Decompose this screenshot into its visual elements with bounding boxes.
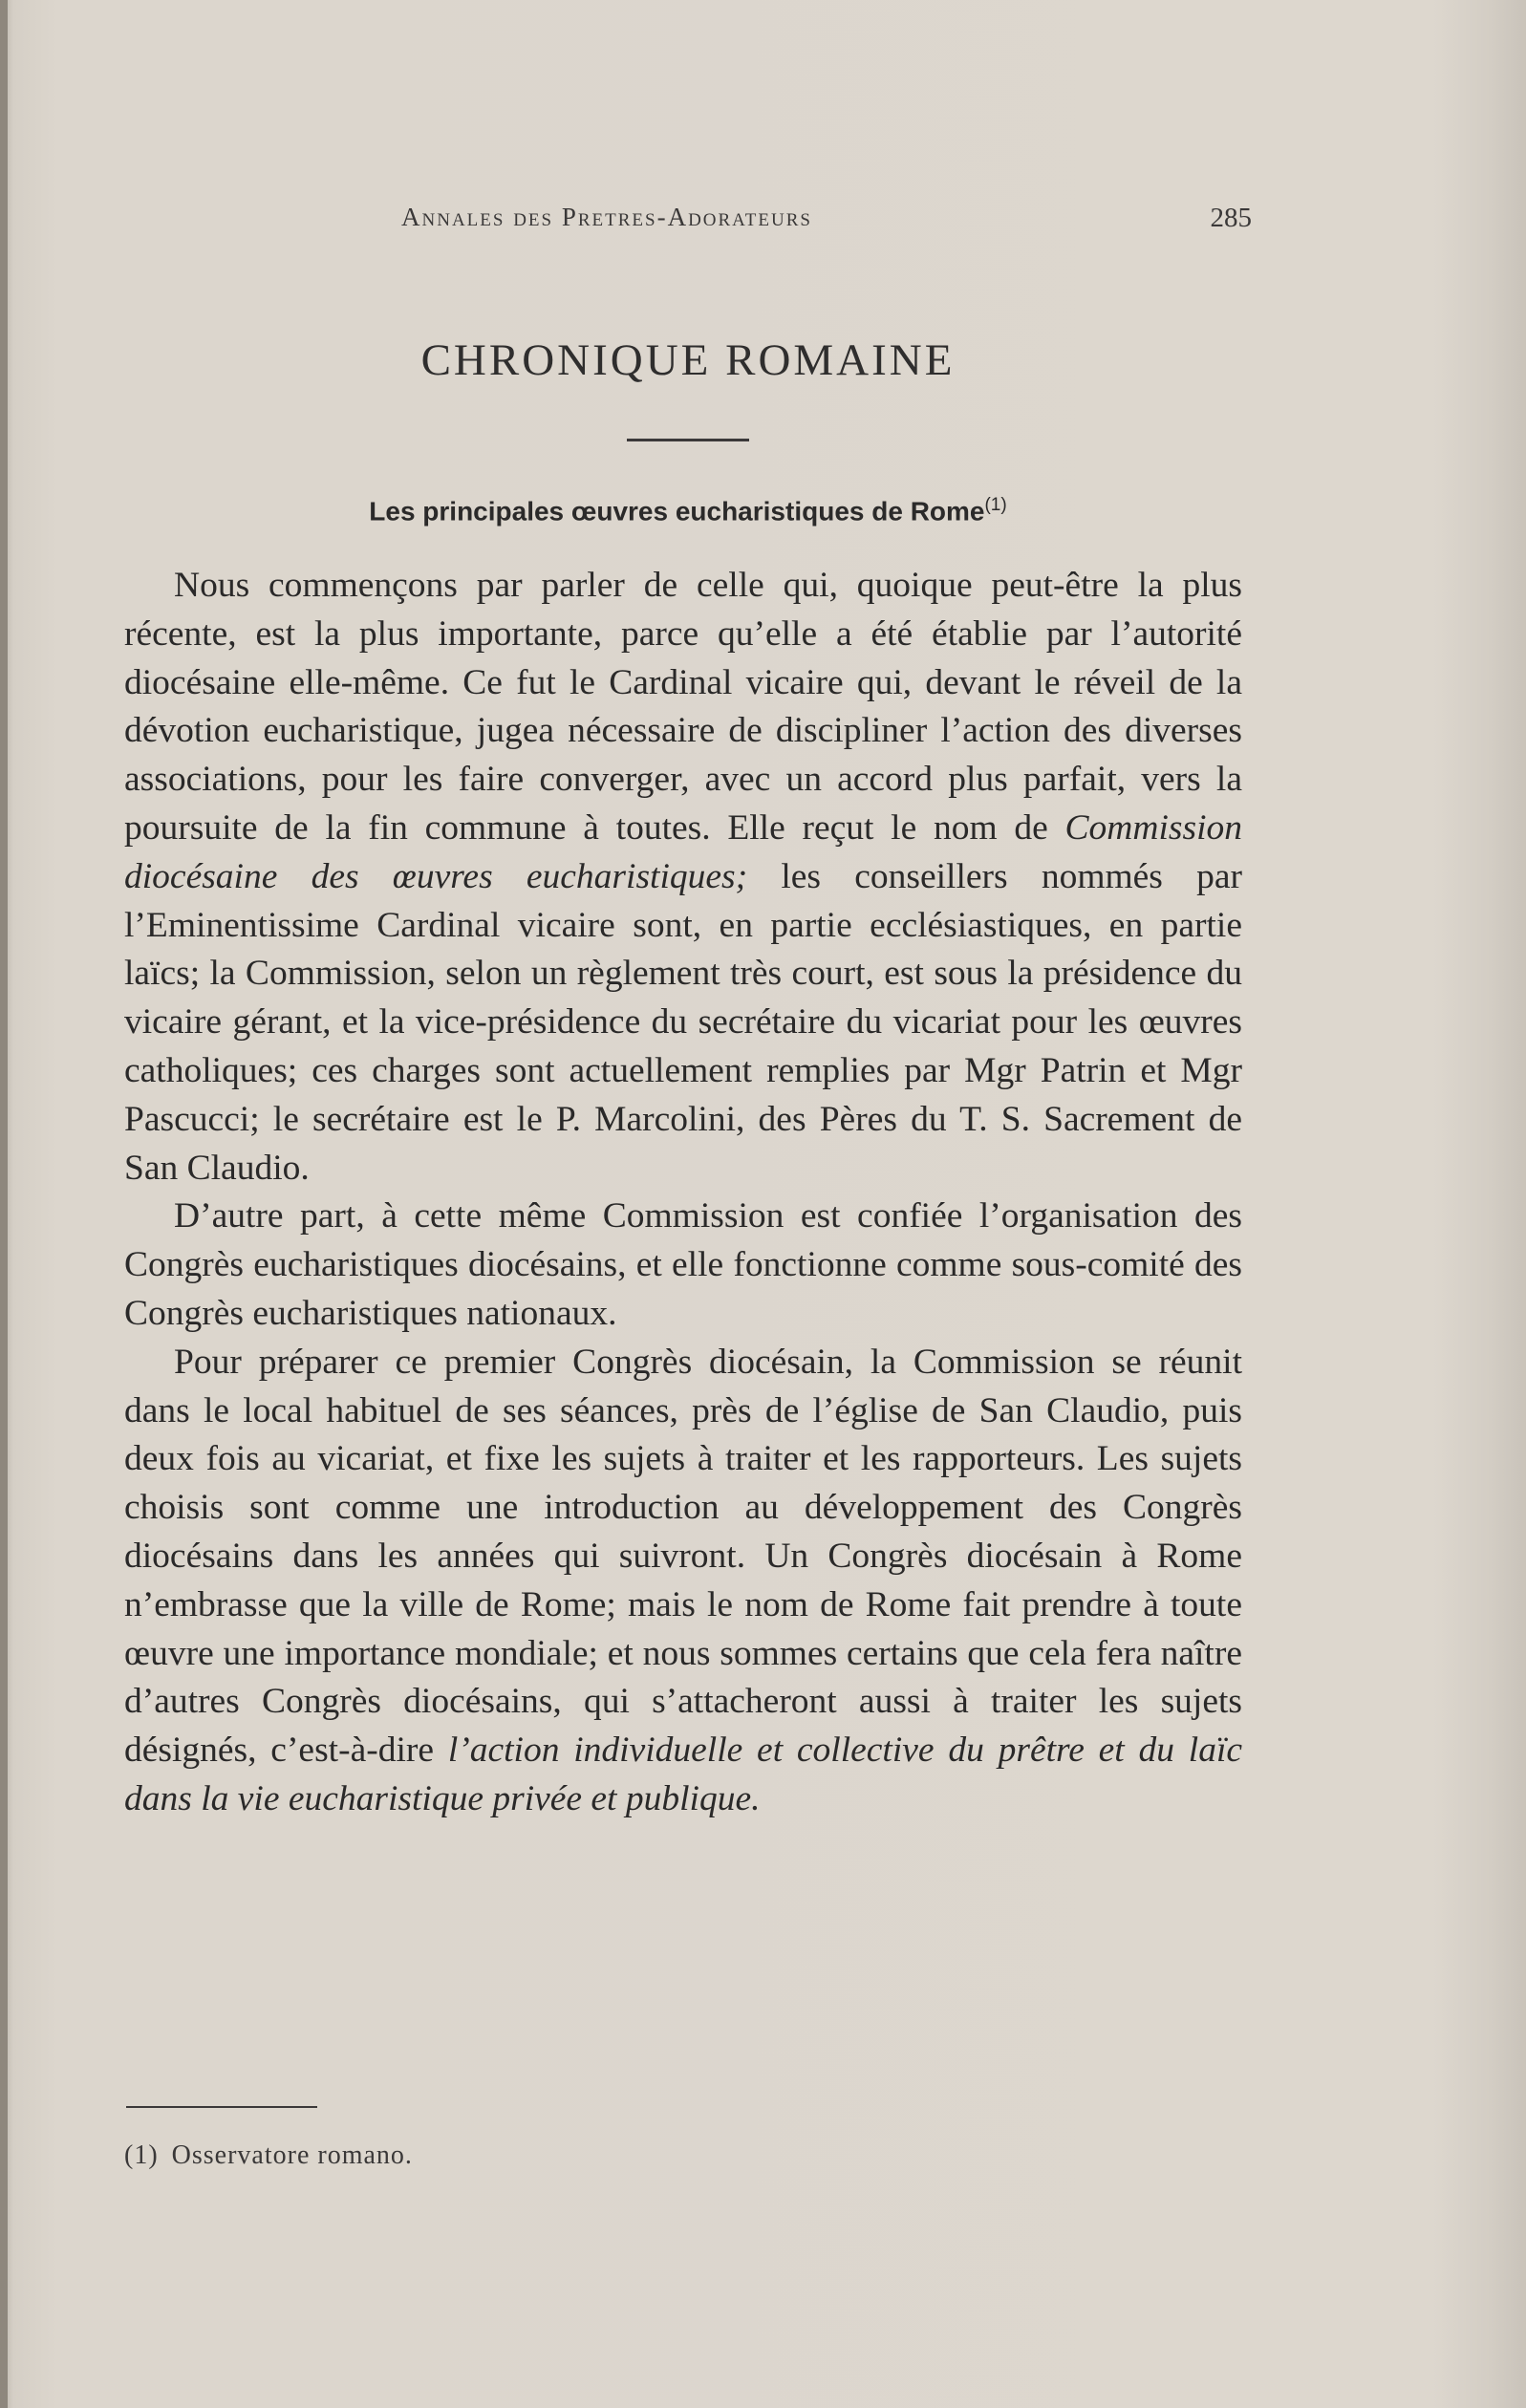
footnote-text: Osservatore romano. (171, 2140, 413, 2170)
paragraph (124, 562, 1242, 1193)
footnote-divider (126, 2106, 317, 2108)
footnote (124, 2140, 793, 2171)
section-heading-text: Les principales œuvres eucharistiques de Rome (369, 496, 985, 527)
paragraph-italic: l’action individuelle et collective du prêtre et du laïc dans la vie eucharistique privée et publique. (124, 1731, 1243, 1818)
running-head: Annales des Pretres-Adorateurs (401, 203, 812, 231)
paragraph (124, 1193, 1242, 1338)
paragraph-italic: Commission diocésaine des œuvres eucharistiques; (124, 807, 1242, 896)
footnote-reference: (1) (984, 495, 1007, 515)
body-text (124, 562, 1242, 1824)
footnote-number: (1) (124, 2140, 159, 2170)
binding-edge (0, 0, 8, 2408)
paragraph-text: D’autre part, à cette même Commission est confiée l’organisation des Congrès eucharistiques diocésains, et elle fonctionne comme sous-comité des Congrès eucharistiques nationaux. (124, 1196, 1242, 1333)
title-divider (627, 439, 749, 441)
paragraph (124, 1339, 1242, 1824)
paragraph-text: les conseillers nommés par l’Eminentissime Cardinal vicaire sont, en partie ecclésiastiques, en partie laïcs; la Commission, selon un règlement très court, est sous la présidence du vicaire gérant, et la vice-présidence du secrétaire du vicariat pour les œuvres catholiques; ces charges sont actuellement remplies par Mgr Patrin et Mgr Pascucci; le secrétaire est le P. Marcolini, des Pères du T. S. Sacrement de San Claudio. (124, 856, 1243, 1188)
paragraph-text: Nous commençons par parler de celle qui, quoique peut-être la plus récente, est la plus importante, parce qu’elle a été établie par l’autorité diocésaine elle-même. Ce fut le Cardinal vicaire qui, devant le réveil de la dévotion eucharistique, jugea nécessaire de discipliner l’action des diverses associations, pour les faire converger, avec un accord plus parfait, vers la poursuite de la fin commune à toutes. Elle reçut le nom de (124, 566, 1242, 848)
chapter-title: CHRONIQUE ROMAINE (420, 335, 956, 385)
paragraph-text: Pour préparer ce premier Congrès diocésain, la Commission se réunit dans le local habituel de ses séances, près de l’église de San Claudio, puis deux fois au vicariat, et fixe les sujets à traiter et les rapporteurs. Les sujets choisis sont comme une introduction au développement des Congrès diocésains dans les années qui suivront. Un Congrès diocésain à Rome n’embrasse que la ville de Rome; mais le nom de Rome fait prendre à toute œuvre une importance mondiale; et nous sommes certains que cela fera naître d’autres Congrès diocésains, qui s’attacheront aussi à traiter les sujets désignés, c’est-à-dire (124, 1342, 1242, 1771)
section-heading (191, 495, 1185, 527)
page-number: 285 (1210, 203, 1252, 233)
